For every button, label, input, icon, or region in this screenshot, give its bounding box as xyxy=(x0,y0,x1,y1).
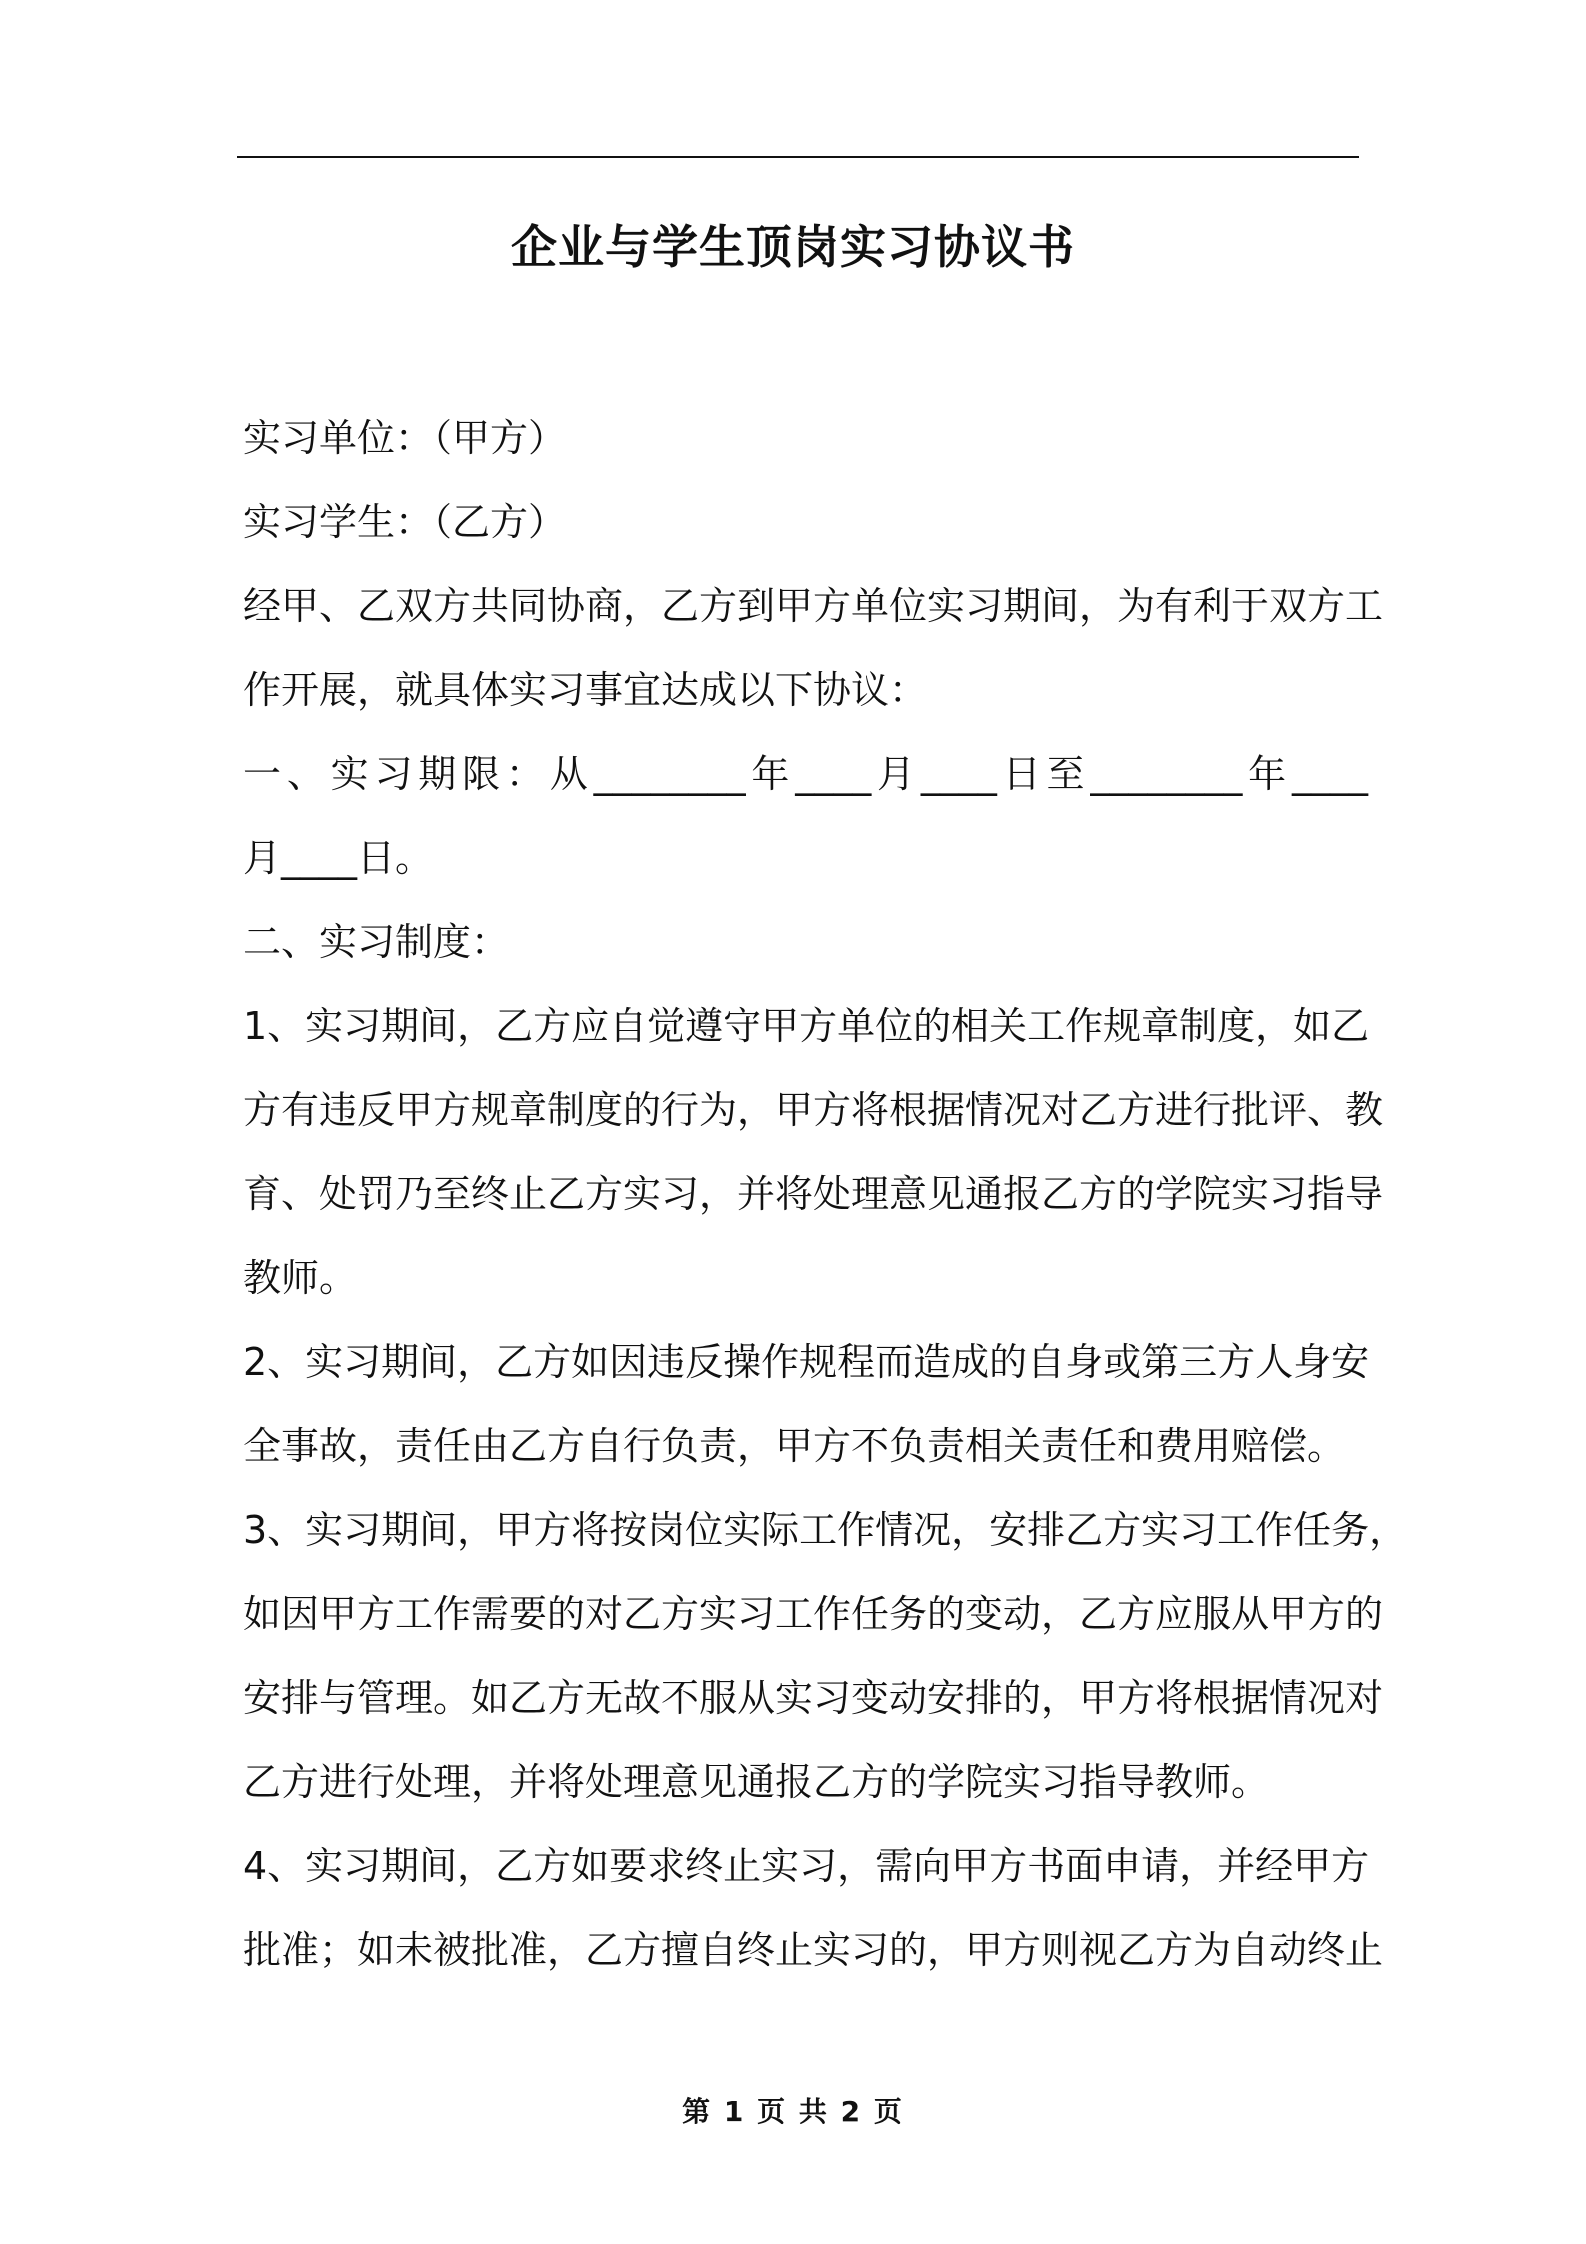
term-line: 一、实习期限：从________年____月____日至________年____ xyxy=(243,752,1368,796)
party-a-line: 实习单位：（甲方） xyxy=(243,416,567,460)
paragraph-line: 经甲、乙双方共同协商，乙方到甲方单位实习期间，为有利于双方工 xyxy=(243,584,1384,628)
paragraph-line: 方有违反甲方规章制度的行为，甲方将根据情况对乙方进行批评、教 xyxy=(243,1088,1384,1132)
page-footer: 第 1 页 共 2 页 xyxy=(682,2095,904,2128)
paragraph-line: 2、实习期间，乙方如因违反操作规程而造成的自身或第三方人身安 xyxy=(243,1340,1370,1384)
paragraph-line: 作开展，就具体实习事宜达成以下协议： xyxy=(243,668,928,712)
paragraph-line: 如因甲方工作需要的对乙方实习工作任务的变动，乙方应服从甲方的 xyxy=(243,1592,1384,1636)
section-heading: 二、实习制度： xyxy=(243,920,510,964)
paragraph-line: 乙方进行处理，并将处理意见通报乙方的学院实习指导教师。 xyxy=(243,1760,1270,1804)
paragraph-line: 1、实习期间，乙方应自觉遵守甲方单位的相关工作规章制度，如乙 xyxy=(243,1004,1370,1048)
term-line: 月____日。 xyxy=(243,836,434,880)
paragraph-line: 批准；如未被批准，乙方擅自终止实习的，甲方则视乙方为自动终止 xyxy=(243,1928,1384,1972)
paragraph-line: 3、实习期间，甲方将按岗位实际工作情况，安排乙方实习工作任务， xyxy=(243,1508,1408,1552)
paragraph-line: 全事故，责任由乙方自行负责，甲方不负责相关责任和费用赔偿。 xyxy=(243,1424,1346,1468)
document-body xyxy=(243,396,1408,1992)
paragraph-line: 教师。 xyxy=(243,1256,358,1300)
header-rule xyxy=(237,156,1359,158)
document-title: 企业与学生顶岗实习协议书 xyxy=(511,220,1075,274)
party-b-line: 实习学生：（乙方） xyxy=(243,500,567,544)
paragraph-line: 安排与管理。如乙方无故不服从实习变动安排的，甲方将根据情况对 xyxy=(243,1676,1384,1720)
paragraph-line: 4、实习期间，乙方如要求终止实习，需向甲方书面申请，并经甲方 xyxy=(243,1844,1370,1888)
paragraph-line: 育、处罚乃至终止乙方实习，并将处理意见通报乙方的学院实习指导 xyxy=(243,1172,1384,1216)
